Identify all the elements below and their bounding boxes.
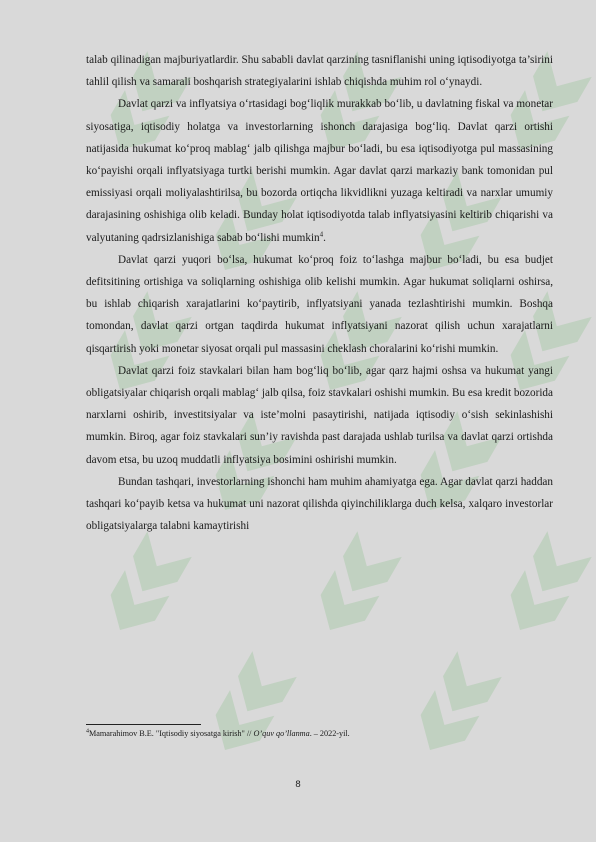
paragraph-2-text: Davlat qarzi va inflyatsiya o‘rtasidagi bog‘liqlik murakkab bo‘lib, u davlatning fiskal va monetar siyosatiga, iqtisodiy holatga va investorlarning ishonch darajasiga bog‘liq. Davlat qarzi ortishi natijasida hukumat ko‘proq mablag‘ jalb qilishga majbur bo‘ladi, bu esa iqtisodiyotga pul massasining ko‘payishi orqali inflyatsiyaga turtki berishi mumkin. Agar davlat qarzi markaziy bank tomonidan pul emissiyasi orqali moliyalashtirilsa, bu bozorda ortiqcha likvidlikni yuzaga keltiradi va narxlar umumiy darajasining oshishiga olib keladi. Bunday holat iqtisodiyotda talab inflyatsiyasini keltirib chiqarishi va valyutaning qadrsizlanishiga sabab bo‘lishi mumkin	[86, 98, 553, 244]
footnote-reference[interactable]: 4	[319, 229, 324, 238]
page-number: 8	[295, 779, 301, 790]
paragraph-5-text: Bundan tashqari, investorlarning ishonchi ham muhim ahamiyatga ega. Agar davlat qarzi haddan tashqari ko‘payib ketsa va hukumat uni nazorat qilishda qiyinchiliklarga duch kelsa, xalqaro investorlar obligatsiyalarga talabni kamaytirishi	[86, 475, 553, 533]
paragraph-1-text: talab qilinadigan majburiyatlardir. Shu sababli davlat qarzining tasniflanishi uning iqtisodiyotga ta’sirini tahlil qilish va samarali boshqarish strategiyalarini ishlab chiqishda muhim rol o‘ynaydi.	[86, 54, 553, 89]
paragraph-2	[86, 93, 553, 248]
footnote-source: O’quv qo’llanma	[253, 729, 310, 738]
paragraph-4	[86, 360, 553, 471]
paragraph-1	[86, 49, 553, 93]
body-text	[86, 49, 553, 537]
watermark-chevron-9	[498, 531, 592, 643]
watermark-chevron-8	[308, 531, 402, 643]
watermark-chevron-15	[408, 651, 502, 763]
watermark-chevron-7	[98, 531, 192, 643]
footnote-divider	[86, 724, 201, 725]
paragraph-4-text: Davlat qarzi foiz stavkalari bilan ham bog‘liq bo‘lib, agar qarz hajmi oshsa va hukumat yangi obligatsiyalar chiqarish orqali mablag‘ jalb qilsa, foiz stavkalari oshishi mumkin. Bu esa kredit bozorida narxlarni oshirib, investitsiyalar va iste’molni pasaytirishi, natijada iqtisodiy o‘sish sekinlashishi mumkin. Biroq, agar foiz stavkalari sun’iy ravishda past darajada ushlab turilsa va davlat qarzi ortishda davom etsa, bu uzoq muddatli inflyatsiya bosimini oshirishi mumkin.	[86, 364, 553, 466]
paragraph-5	[86, 471, 553, 538]
footnote-mark: 4	[86, 728, 89, 735]
footnote-year: . – 2022-yil.	[309, 729, 350, 738]
paragraph-2-end: .	[323, 231, 326, 244]
footnote-author: Mamarahimov B.E. "Iqtisodiy siyosatga kirish" //	[89, 729, 254, 738]
paragraph-3	[86, 249, 553, 360]
paragraph-3-text: Davlat qarzi yuqori bo‘lsa, hukumat ko‘proq foiz to‘lashga majbur bo‘ladi, bu esa budjet defitsitining ortishiga va soliqlarning oshishiga olib kelishi mumkin. Agar hukumat soliqlarni oshirsa, bu ishlab chiqarish xarajatlarini ko‘paytirib, inflyatsiyani yanada tezlashtirishi mumkin. Boshqa tomondan, davlat qarzi ortgan taqdirda hukumat inflyatsiyani nazorat qilish uchun xarajatlarni qisqartirish yoki monetar siyosat orqali pul massasini cheklash choralarini ko‘rishi mumkin.	[86, 253, 553, 355]
watermark-chevron-14	[203, 651, 297, 763]
footnote	[86, 728, 553, 740]
